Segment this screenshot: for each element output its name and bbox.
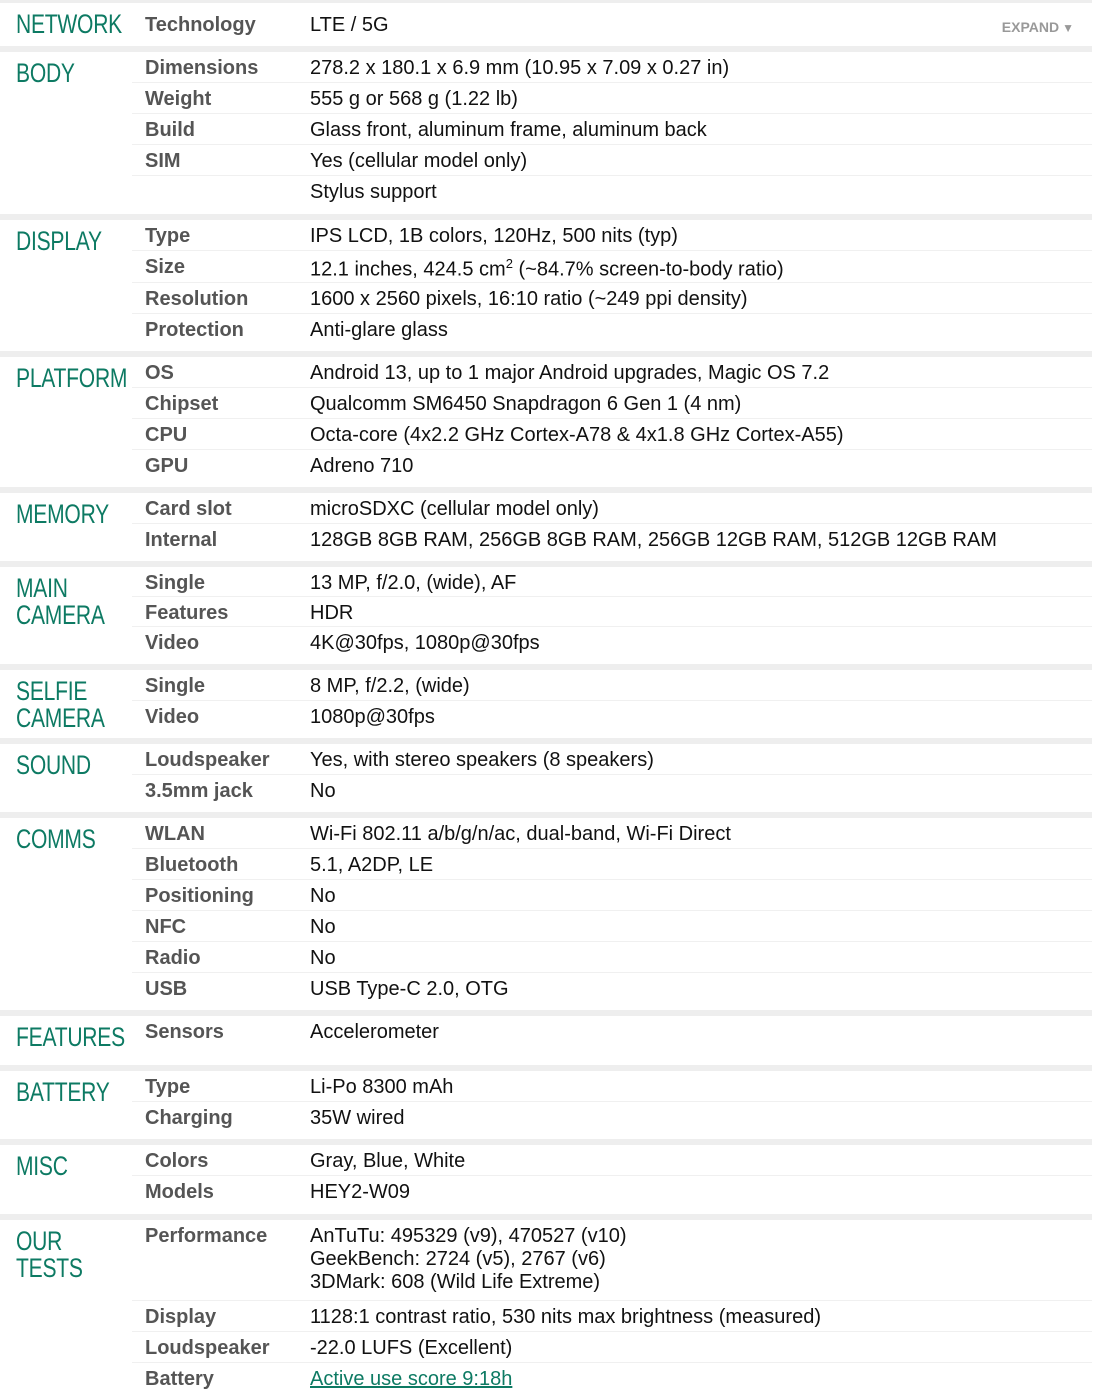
spec-row [132, 880, 1092, 911]
spec-label[interactable]: Bluetooth [145, 854, 239, 876]
spec-value [310, 916, 1092, 939]
section-title-line: COMMS [16, 824, 96, 854]
spec-value [310, 1181, 1092, 1204]
spec-value [310, 706, 1092, 729]
spec-value-line: 4K@30fps, 1080p@30fps [310, 632, 540, 654]
spec-row [132, 744, 1092, 775]
spec-value-line: AnTuTu: 495329 (v9), 470527 (v10) [310, 1225, 627, 1247]
spec-label[interactable]: CPU [145, 424, 188, 446]
spec-label[interactable]: Radio [145, 947, 201, 969]
spec-value-line: 5.1, A2DP, LE [310, 854, 434, 876]
spec-value-line: Qualcomm SM6450 Snapdragon 6 Gen 1 (4 nm) [310, 393, 742, 415]
spec-value [310, 1107, 1092, 1130]
spec-value-line: Android 13, up to 1 major Android upgrades, Magic OS 7.2 [310, 362, 830, 384]
spec-value-line: IPS LCD, 1B colors, 120Hz, 500 nits (typ) [310, 225, 678, 247]
spec-value [310, 256, 1092, 282]
spec-value-line: 1600 x 2560 pixels, 16:10 ratio (~249 ppi density) [310, 288, 748, 310]
spec-label[interactable]: Chipset [145, 393, 219, 415]
spec-label[interactable]: Video [145, 632, 200, 654]
spec-row [132, 357, 1092, 388]
spec-row [132, 220, 1092, 251]
spec-label[interactable]: Size [145, 256, 186, 278]
spec-label[interactable]: Features [145, 602, 229, 624]
spec-label[interactable]: Loudspeaker [145, 1337, 270, 1359]
spec-value [310, 947, 1092, 970]
spec-row [132, 145, 1092, 176]
spec-label[interactable]: Loudspeaker [145, 749, 270, 771]
section-body [0, 52, 1092, 220]
section-title-line: NETWORK [16, 9, 123, 39]
section-title[interactable] [16, 1153, 110, 1180]
spec-row [132, 1102, 1092, 1139]
spec-label[interactable]: Technology [145, 14, 256, 36]
section-title[interactable] [16, 1022, 125, 1052]
spec-label[interactable]: NFC [145, 916, 187, 938]
spec-value [310, 455, 1092, 478]
spec-label[interactable]: Dimensions [145, 57, 259, 79]
spec-row [132, 176, 1092, 214]
spec-value [310, 1306, 1092, 1329]
spec-label[interactable]: Colors [145, 1150, 209, 1172]
spec-label[interactable]: Video [145, 706, 200, 728]
spec-value-line: GeekBench: 2724 (v5), 2767 (v6) [310, 1248, 606, 1270]
spec-row [132, 627, 1092, 664]
spec-row [132, 818, 1092, 849]
spec-value [310, 780, 1092, 803]
spec-row [132, 251, 1092, 283]
spec-row [132, 493, 1092, 524]
spec-value [310, 749, 1092, 772]
section-title[interactable] [16, 752, 110, 779]
spec-label[interactable]: Models [145, 1181, 214, 1203]
spec-value-line: 35W wired [310, 1107, 405, 1129]
spec-label[interactable]: Charging [145, 1107, 233, 1129]
spec-row [132, 52, 1092, 83]
spec-value-line: No [310, 916, 336, 938]
spec-row [132, 1071, 1092, 1102]
spec-value [310, 1368, 1092, 1391]
section-title-line: DISPLAY [16, 226, 102, 256]
spec-value [310, 1076, 1092, 1099]
spec-value-line: 555 g or 568 g (1.22 lb) [310, 88, 518, 110]
spec-value [310, 602, 1092, 625]
spec-value-line: Accelerometer [310, 1021, 439, 1043]
spec-value [310, 88, 1092, 111]
spec-value-line: Yes (cellular model only) [310, 150, 528, 172]
spec-row [132, 942, 1092, 973]
spec-label[interactable]: 3.5mm jack [145, 780, 253, 802]
section-our-tests [0, 1220, 1092, 1398]
triangle-down-icon: ▼ [1062, 21, 1074, 35]
spec-value [310, 319, 1092, 342]
section-title-line: OUR [16, 1226, 63, 1256]
spec-value-line: Wi-Fi 802.11 a/b/g/n/ac, dual-band, Wi-Fi Direct [310, 823, 731, 845]
spec-label[interactable]: SIM [145, 150, 181, 172]
section-title[interactable] [16, 1079, 110, 1106]
spec-label[interactable]: WLAN [145, 823, 205, 845]
battery-score-link[interactable]: Active use score 9:18h [310, 1368, 513, 1390]
spec-value-line: No [310, 885, 336, 907]
section-title-line: CAMERA [16, 703, 105, 733]
section-title[interactable] [16, 228, 110, 255]
spec-row [132, 419, 1092, 450]
section-title-line: CAMERA [16, 600, 105, 630]
spec-row [132, 83, 1092, 114]
section-memory [0, 493, 1092, 567]
spec-value-line: 13 MP, f/2.0, (wide), AF [310, 572, 517, 594]
section-comms [0, 818, 1092, 1016]
spec-label[interactable]: Sensors [145, 1021, 224, 1043]
spec-row [132, 114, 1092, 145]
spec-value-line: Glass front, aluminum frame, aluminum back [310, 119, 707, 141]
spec-row [132, 1016, 1092, 1065]
spec-value [310, 393, 1092, 416]
section-title-line: TESTS [16, 1253, 83, 1283]
spec-row [132, 597, 1092, 627]
section-title-line: SOUND [16, 750, 91, 780]
spec-value-line: 12.1 inches, 424.5 cm [310, 258, 506, 281]
superscript: 2 [505, 256, 513, 271]
spec-value-line: Octa-core (4x2.2 GHz Cortex-A78 & 4x1.8 GHz Cortex-A55) [310, 424, 844, 446]
spec-row [132, 775, 1092, 812]
spec-value-line: 1080p@30fps [310, 706, 435, 728]
spec-value [310, 675, 1092, 698]
section-title[interactable] [16, 1228, 110, 1282]
spec-value-line: 1128:1 contrast ratio, 530 nits max brightness (measured) [310, 1306, 821, 1328]
section-platform [0, 357, 1092, 493]
spec-row [132, 670, 1092, 701]
section-title[interactable] [16, 9, 123, 39]
spec-value [310, 529, 1092, 552]
spec-value [310, 978, 1092, 1001]
spec-row [132, 567, 1092, 597]
spec-row [132, 1301, 1092, 1332]
spec-row [132, 701, 1092, 738]
spec-row [132, 283, 1092, 314]
spec-label[interactable]: USB [145, 978, 188, 1000]
section-title[interactable] [16, 501, 110, 528]
section-title-line: SELFIE [16, 676, 88, 706]
spec-value [310, 57, 1092, 80]
section-title-line: MISC [16, 1151, 68, 1181]
spec-label[interactable]: Type [145, 225, 191, 247]
spec-row [132, 3, 1092, 46]
expand-label: EXPAND [1001, 19, 1060, 35]
section-title-line: MAIN [16, 573, 68, 603]
spec-value-tail: (~84.7% screen-to-body ratio) [512, 258, 784, 281]
spec-value-line: Yes, with stereo speakers (8 speakers) [310, 749, 654, 771]
spec-value-line: microSDXC (cellular model only) [310, 498, 599, 520]
spec-value-line: Anti-glare glass [310, 319, 448, 341]
spec-value-line: Li-Po 8300 mAh [310, 1076, 454, 1098]
spec-value [310, 150, 1092, 173]
spec-value [310, 885, 1092, 908]
spec-label[interactable]: Weight [145, 88, 212, 110]
spec-value [310, 362, 1092, 385]
spec-row [132, 388, 1092, 419]
spec-value [310, 14, 1092, 37]
spec-value [310, 181, 1092, 204]
spec-value [310, 1337, 1092, 1360]
section-main-camera [0, 567, 1092, 670]
spec-label[interactable]: Positioning [145, 885, 254, 907]
spec-row [132, 1145, 1092, 1176]
spec-value-line: USB Type-C 2.0, OTG [310, 978, 509, 1000]
spec-value-line: -22.0 LUFS (Excellent) [310, 1337, 513, 1359]
spec-value-line: HEY2-W09 [310, 1181, 411, 1203]
spec-row [132, 450, 1092, 487]
spec-row [132, 1220, 1092, 1301]
spec-label[interactable]: Build [145, 119, 195, 141]
spec-value-line: LTE / 5G [310, 14, 389, 36]
section-title[interactable] [16, 60, 110, 87]
spec-row [132, 1176, 1092, 1214]
spec-value-line: No [310, 947, 336, 969]
section-title-line: BODY [16, 58, 75, 88]
spec-value [310, 1021, 1092, 1044]
spec-value-line: 128GB 8GB RAM, 256GB 8GB RAM, 256GB 12GB RAM, 512GB 12GB RAM [310, 529, 997, 551]
section-title[interactable] [16, 678, 110, 732]
section-selfie-camera [0, 670, 1092, 744]
spec-value [310, 823, 1092, 846]
section-title-line: MEMORY [16, 499, 109, 529]
spec-value-line: 8 MP, f/2.2, (wide) [310, 675, 470, 697]
spec-value-line: HDR [310, 602, 354, 624]
spec-value [310, 225, 1092, 248]
section-title[interactable] [16, 826, 110, 853]
spec-value-line: Stylus support [310, 181, 437, 203]
spec-value [310, 1150, 1092, 1173]
spec-label[interactable]: Internal [145, 529, 218, 551]
spec-label[interactable]: Card slot [145, 498, 232, 520]
spec-label[interactable]: Resolution [145, 288, 249, 310]
spec-row [132, 911, 1092, 942]
spec-label[interactable]: Display [145, 1306, 217, 1328]
spec-label[interactable]: Battery [145, 1368, 214, 1390]
spec-label[interactable]: Performance [145, 1225, 268, 1247]
spec-value [310, 854, 1092, 877]
spec-row [132, 524, 1092, 561]
section-title-line: PLATFORM [16, 363, 128, 393]
spec-row [132, 1332, 1092, 1363]
spec-label[interactable]: Single [145, 572, 206, 594]
section-features [0, 1016, 1092, 1071]
spec-label[interactable]: GPU [145, 455, 189, 477]
section-title[interactable] [16, 363, 128, 393]
section-display [0, 220, 1092, 357]
spec-label[interactable]: Single [145, 675, 206, 697]
spec-label[interactable]: OS [145, 362, 174, 384]
spec-value [310, 632, 1092, 655]
spec-value [310, 498, 1092, 521]
section-title-line: BATTERY [16, 1077, 110, 1107]
spec-label[interactable]: Type [145, 1076, 191, 1098]
spec-value [310, 1225, 1092, 1294]
spec-value [310, 119, 1092, 142]
section-misc [0, 1145, 1092, 1220]
section-battery [0, 1071, 1092, 1145]
section-title-line: FEATURES [16, 1022, 125, 1052]
spec-value-line: Adreno 710 [310, 455, 414, 477]
spec-value [310, 424, 1092, 447]
spec-value [310, 288, 1092, 311]
section-network [0, 3, 1092, 52]
spec-value-line: No [310, 780, 336, 802]
spec-value-line: 3DMark: 608 (Wild Life Extreme) [310, 1271, 601, 1293]
spec-row [132, 1363, 1092, 1398]
spec-row [132, 973, 1092, 1010]
spec-row [132, 849, 1092, 880]
spec-value-line: Gray, Blue, White [310, 1150, 466, 1172]
spec-value [310, 572, 1092, 595]
section-title[interactable] [16, 575, 110, 629]
spec-value-line: 278.2 x 180.1 x 6.9 mm (10.95 x 7.09 x 0.27 in) [310, 57, 730, 79]
spec-label[interactable]: Protection [145, 319, 244, 341]
spec-row [132, 314, 1092, 351]
section-sound [0, 744, 1092, 818]
